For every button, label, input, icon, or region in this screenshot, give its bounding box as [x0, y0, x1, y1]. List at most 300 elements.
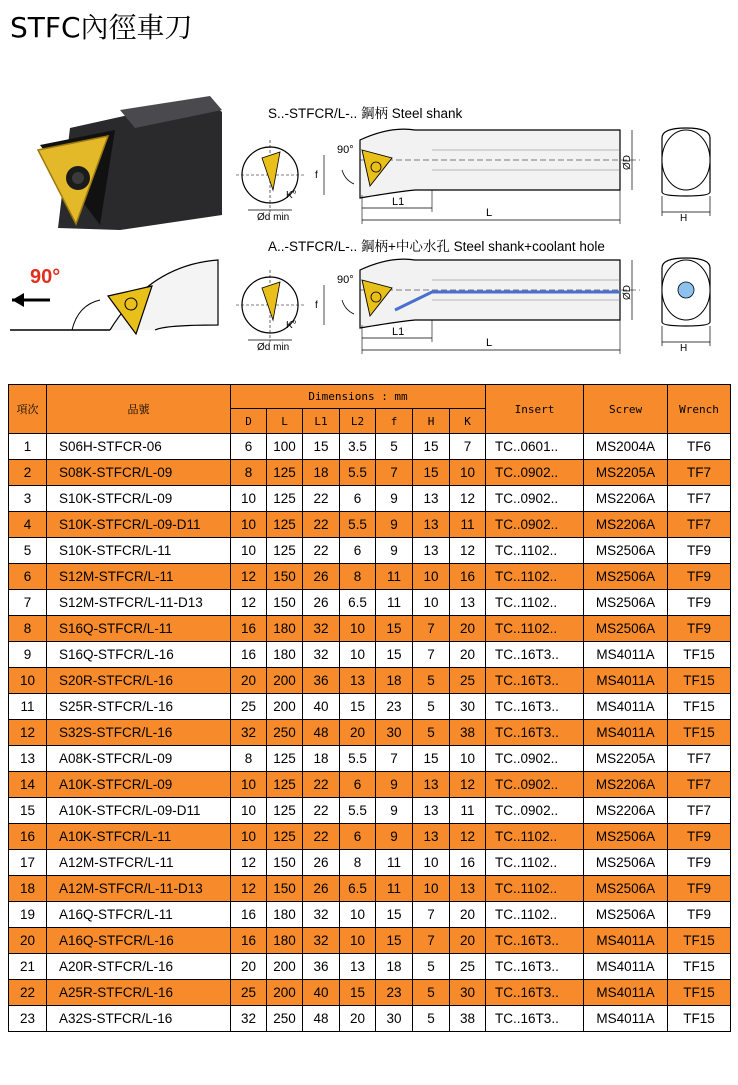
table-row [9, 902, 731, 928]
cell-item-number: 20 [9, 928, 47, 954]
cell-h-value: 13 [413, 798, 450, 824]
cell-h-value: 10 [413, 564, 450, 590]
table-row [9, 876, 731, 902]
l1-label-2: L1 [392, 326, 405, 338]
table-row [9, 954, 731, 980]
cell-l-value: 200 [267, 980, 303, 1006]
cell-f-value: 18 [376, 954, 413, 980]
cell-screw: MS2506A [584, 590, 668, 616]
cell-k-value: 12 [450, 538, 486, 564]
cell-model: S10K-STFCR/L-11 [47, 538, 231, 564]
cell-insert: TC..16T3.. [486, 668, 584, 694]
cell-f-value: 15 [376, 902, 413, 928]
cell-d-value: 10 [231, 824, 267, 850]
cell-model: A08K-STFCR/L-09 [47, 746, 231, 772]
header-d: D [231, 409, 267, 434]
cell-d-value: 16 [231, 616, 267, 642]
cell-f-value: 15 [376, 642, 413, 668]
cell-l2-value: 6 [340, 486, 376, 512]
header-l: L [267, 409, 303, 434]
cell-wrench: TF15 [668, 642, 731, 668]
cell-d-value: 10 [231, 486, 267, 512]
cell-k-value: 25 [450, 668, 486, 694]
cell-wrench: TF7 [668, 798, 731, 824]
header-insert: Insert [486, 385, 584, 434]
cell-l1-value: 15 [303, 434, 340, 460]
cell-l1-value: 26 [303, 876, 340, 902]
cell-l-value: 125 [267, 512, 303, 538]
table-row [9, 668, 731, 694]
f-label-1: f [315, 170, 318, 181]
cell-insert: TC..1102.. [486, 876, 584, 902]
table-row [9, 512, 731, 538]
cell-wrench: TF9 [668, 902, 731, 928]
cell-screw: MS2205A [584, 746, 668, 772]
cell-h-value: 13 [413, 512, 450, 538]
cell-h-value: 15 [413, 746, 450, 772]
cell-f-value: 30 [376, 720, 413, 746]
table-row [9, 460, 731, 486]
cell-d-value: 10 [231, 538, 267, 564]
cell-item-number: 5 [9, 538, 47, 564]
cell-item-number: 13 [9, 746, 47, 772]
cell-l1-value: 36 [303, 954, 340, 980]
cell-h-value: 10 [413, 590, 450, 616]
cell-model: A16Q-STFCR/L-16 [47, 928, 231, 954]
cell-d-value: 16 [231, 902, 267, 928]
l-label-2: L [486, 337, 493, 349]
cell-f-value: 11 [376, 564, 413, 590]
cell-f-value: 9 [376, 538, 413, 564]
cell-model: A32S-STFCR/L-16 [47, 1006, 231, 1032]
cell-f-value: 7 [376, 460, 413, 486]
cell-f-value: 5 [376, 434, 413, 460]
cell-h-value: 7 [413, 902, 450, 928]
cell-f-value: 11 [376, 876, 413, 902]
cell-item-number: 12 [9, 720, 47, 746]
tool-photo [0, 80, 225, 250]
cell-l1-value: 22 [303, 538, 340, 564]
approach-angle-sketch [10, 260, 218, 334]
cell-k-value: 12 [450, 824, 486, 850]
cell-h-value: 15 [413, 434, 450, 460]
table-row [9, 590, 731, 616]
cell-insert: TC..1102.. [486, 850, 584, 876]
cell-insert: TC..0601.. [486, 434, 584, 460]
cell-k-value: 16 [450, 850, 486, 876]
spec-table [8, 384, 731, 1032]
cell-l-value: 125 [267, 538, 303, 564]
cell-l-value: 200 [267, 954, 303, 980]
cell-item-number: 4 [9, 512, 47, 538]
cell-k-value: 13 [450, 590, 486, 616]
cell-f-value: 30 [376, 1006, 413, 1032]
steel-shank-caption: S..-STFCR/L-.. 鋼柄 Steel shank [268, 106, 463, 121]
cell-h-value: 5 [413, 980, 450, 1006]
cell-l2-value: 6.5 [340, 876, 376, 902]
cell-wrench: TF15 [668, 694, 731, 720]
cell-f-value: 9 [376, 798, 413, 824]
cell-k-value: 7 [450, 434, 486, 460]
cell-model: A25R-STFCR/L-16 [47, 980, 231, 1006]
cell-l1-value: 22 [303, 772, 340, 798]
cell-screw: MS2205A [584, 460, 668, 486]
cell-insert: TC..16T3.. [486, 928, 584, 954]
k-label-1: K° [286, 190, 297, 201]
cell-screw: MS2206A [584, 772, 668, 798]
cell-wrench: TF9 [668, 824, 731, 850]
cell-l2-value: 8 [340, 564, 376, 590]
dmin-label-1: Ød min [257, 212, 290, 223]
angle-label-1: 90° [337, 144, 354, 156]
angle-90-label: 90° [30, 266, 61, 288]
cell-d-value: 12 [231, 590, 267, 616]
cell-d-value: 10 [231, 798, 267, 824]
cell-screw: MS4011A [584, 642, 668, 668]
table-row [9, 720, 731, 746]
cell-item-number: 6 [9, 564, 47, 590]
cell-h-value: 5 [413, 1006, 450, 1032]
cell-screw: MS2206A [584, 798, 668, 824]
cell-d-value: 12 [231, 564, 267, 590]
cell-f-value: 23 [376, 980, 413, 1006]
cell-l2-value: 20 [340, 1006, 376, 1032]
cell-item-number: 21 [9, 954, 47, 980]
cell-l2-value: 5.5 [340, 512, 376, 538]
header-h: H [413, 409, 450, 434]
cell-insert: TC..1102.. [486, 590, 584, 616]
table-row [9, 564, 731, 590]
cell-model: A12M-STFCR/L-11 [47, 850, 231, 876]
cell-model: A10K-STFCR/L-09 [47, 772, 231, 798]
cell-insert: TC..16T3.. [486, 954, 584, 980]
cell-l-value: 150 [267, 876, 303, 902]
cell-item-number: 17 [9, 850, 47, 876]
cell-item-number: 15 [9, 798, 47, 824]
cell-d-value: 16 [231, 642, 267, 668]
cell-screw: MS2506A [584, 824, 668, 850]
cell-insert: TC..1102.. [486, 902, 584, 928]
cell-screw: MS2506A [584, 902, 668, 928]
cell-k-value: 12 [450, 486, 486, 512]
header-item: 項次 [9, 385, 47, 434]
header-screw: Screw [584, 385, 668, 434]
cell-model: S20R-STFCR/L-16 [47, 668, 231, 694]
d-label-1: ØD [622, 155, 633, 170]
cell-h-value: 7 [413, 928, 450, 954]
cell-insert: TC..0902.. [486, 772, 584, 798]
cell-wrench: TF15 [668, 928, 731, 954]
cell-l-value: 150 [267, 564, 303, 590]
table-body [9, 434, 731, 1032]
cell-l2-value: 8 [340, 850, 376, 876]
cell-k-value: 12 [450, 772, 486, 798]
cell-l1-value: 22 [303, 798, 340, 824]
cell-model: S10K-STFCR/L-09 [47, 486, 231, 512]
cell-f-value: 9 [376, 772, 413, 798]
cell-f-value: 9 [376, 824, 413, 850]
table-row [9, 1006, 731, 1032]
cell-screw: MS4011A [584, 954, 668, 980]
cell-k-value: 11 [450, 798, 486, 824]
cell-l2-value: 3.5 [340, 434, 376, 460]
cell-f-value: 7 [376, 746, 413, 772]
cell-l2-value: 10 [340, 616, 376, 642]
cell-insert: TC..0902.. [486, 486, 584, 512]
cell-item-number: 2 [9, 460, 47, 486]
cell-wrench: TF9 [668, 876, 731, 902]
cell-screw: MS2206A [584, 512, 668, 538]
table-row [9, 616, 731, 642]
cell-screw: MS4011A [584, 720, 668, 746]
cell-insert: TC..1102.. [486, 824, 584, 850]
dmin-label-2: Ød min [257, 342, 290, 353]
cell-model: S16Q-STFCR/L-11 [47, 616, 231, 642]
cell-l2-value: 20 [340, 720, 376, 746]
cell-l1-value: 22 [303, 512, 340, 538]
cell-f-value: 9 [376, 512, 413, 538]
cell-l2-value: 5.5 [340, 746, 376, 772]
cell-wrench: TF15 [668, 668, 731, 694]
table-row [9, 980, 731, 1006]
cell-l1-value: 26 [303, 850, 340, 876]
cell-l1-value: 26 [303, 590, 340, 616]
cell-screw: MS2506A [584, 538, 668, 564]
cell-h-value: 7 [413, 616, 450, 642]
cell-wrench: TF9 [668, 616, 731, 642]
cell-l-value: 180 [267, 616, 303, 642]
cell-wrench: TF15 [668, 954, 731, 980]
cell-d-value: 8 [231, 746, 267, 772]
cell-screw: MS2506A [584, 616, 668, 642]
cell-l1-value: 48 [303, 1006, 340, 1032]
cell-l2-value: 10 [340, 902, 376, 928]
cell-f-value: 23 [376, 694, 413, 720]
cell-screw: MS2004A [584, 434, 668, 460]
cell-d-value: 6 [231, 434, 267, 460]
cell-insert: TC..1102.. [486, 616, 584, 642]
coolant-shank-drawing [236, 238, 710, 354]
cell-l2-value: 5.5 [340, 798, 376, 824]
cell-insert: TC..16T3.. [486, 642, 584, 668]
cell-wrench: TF15 [668, 1006, 731, 1032]
cell-model: S06H-STFCR-06 [47, 434, 231, 460]
cell-wrench: TF7 [668, 486, 731, 512]
table-row [9, 642, 731, 668]
cell-l1-value: 22 [303, 486, 340, 512]
cell-wrench: TF9 [668, 538, 731, 564]
header-model: 品號 [47, 385, 231, 434]
cell-screw: MS2506A [584, 850, 668, 876]
f-label-2: f [315, 300, 318, 311]
cell-item-number: 7 [9, 590, 47, 616]
cell-model: A10K-STFCR/L-11 [47, 824, 231, 850]
cell-item-number: 11 [9, 694, 47, 720]
table-row [9, 824, 731, 850]
cell-k-value: 30 [450, 980, 486, 1006]
cell-l1-value: 36 [303, 668, 340, 694]
cell-screw: MS4011A [584, 1006, 668, 1032]
coolant-shank-caption: A..-STFCR/L-.. 鋼柄+中心水孔 Steel shank+coolant hole [268, 239, 605, 254]
cell-k-value: 38 [450, 720, 486, 746]
cell-h-value: 13 [413, 538, 450, 564]
cell-k-value: 20 [450, 928, 486, 954]
cell-l2-value: 10 [340, 928, 376, 954]
cell-screw: MS4011A [584, 668, 668, 694]
table-row [9, 694, 731, 720]
cell-d-value: 12 [231, 876, 267, 902]
header-dimensions: Dimensions : mm [231, 385, 486, 409]
cell-d-value: 20 [231, 954, 267, 980]
cell-model: S12M-STFCR/L-11 [47, 564, 231, 590]
cell-f-value: 15 [376, 616, 413, 642]
cell-f-value: 15 [376, 928, 413, 954]
header-wrench: Wrench [668, 385, 731, 434]
cell-l1-value: 18 [303, 460, 340, 486]
h-label-2: H [680, 343, 688, 354]
cell-k-value: 20 [450, 642, 486, 668]
page-title: STFC內徑車刀 [10, 11, 193, 44]
cell-wrench: TF15 [668, 980, 731, 1006]
d-label-2: ØD [622, 285, 633, 300]
cell-l-value: 150 [267, 590, 303, 616]
cell-insert: TC..0902.. [486, 746, 584, 772]
cell-l-value: 180 [267, 902, 303, 928]
cell-insert: TC..16T3.. [486, 720, 584, 746]
cell-model: A10K-STFCR/L-09-D11 [47, 798, 231, 824]
cell-l-value: 125 [267, 772, 303, 798]
cell-f-value: 18 [376, 668, 413, 694]
cell-d-value: 10 [231, 512, 267, 538]
cell-wrench: TF7 [668, 746, 731, 772]
cell-k-value: 20 [450, 902, 486, 928]
cell-d-value: 12 [231, 850, 267, 876]
cell-l1-value: 40 [303, 980, 340, 1006]
cell-l2-value: 15 [340, 694, 376, 720]
cell-l-value: 150 [267, 850, 303, 876]
cell-l1-value: 40 [303, 694, 340, 720]
cell-wrench: TF7 [668, 512, 731, 538]
header-k: K [450, 409, 486, 434]
cell-h-value: 13 [413, 824, 450, 850]
cell-item-number: 8 [9, 616, 47, 642]
cell-l2-value: 6 [340, 772, 376, 798]
cell-l-value: 125 [267, 746, 303, 772]
cell-item-number: 19 [9, 902, 47, 928]
cell-screw: MS2206A [584, 486, 668, 512]
table-row [9, 928, 731, 954]
cell-item-number: 23 [9, 1006, 47, 1032]
cell-model: S16Q-STFCR/L-16 [47, 642, 231, 668]
cell-l1-value: 18 [303, 746, 340, 772]
cell-item-number: 14 [9, 772, 47, 798]
cell-h-value: 10 [413, 850, 450, 876]
cell-insert: TC..16T3.. [486, 1006, 584, 1032]
cell-l1-value: 22 [303, 824, 340, 850]
l-label-1: L [486, 207, 493, 219]
cell-l-value: 180 [267, 642, 303, 668]
cell-screw: MS4011A [584, 694, 668, 720]
table-row [9, 434, 731, 460]
cell-l1-value: 26 [303, 564, 340, 590]
cell-screw: MS4011A [584, 928, 668, 954]
tool-figures [0, 80, 738, 370]
cell-d-value: 8 [231, 460, 267, 486]
cell-insert: TC..16T3.. [486, 694, 584, 720]
cell-d-value: 25 [231, 980, 267, 1006]
cell-wrench: TF7 [668, 772, 731, 798]
cell-insert: TC..1102.. [486, 538, 584, 564]
l1-label-1: L1 [392, 196, 405, 208]
cell-l2-value: 6.5 [340, 590, 376, 616]
cell-h-value: 5 [413, 720, 450, 746]
cell-l-value: 125 [267, 486, 303, 512]
cell-item-number: 3 [9, 486, 47, 512]
cell-model: S25R-STFCR/L-16 [47, 694, 231, 720]
cell-k-value: 16 [450, 564, 486, 590]
cell-k-value: 11 [450, 512, 486, 538]
cell-h-value: 13 [413, 486, 450, 512]
cell-item-number: 9 [9, 642, 47, 668]
table-row [9, 850, 731, 876]
cell-l-value: 125 [267, 460, 303, 486]
cell-model: A12M-STFCR/L-11-D13 [47, 876, 231, 902]
cell-h-value: 5 [413, 694, 450, 720]
cell-d-value: 32 [231, 1006, 267, 1032]
table-row [9, 486, 731, 512]
cell-l1-value: 48 [303, 720, 340, 746]
cell-h-value: 13 [413, 772, 450, 798]
cell-l2-value: 6 [340, 824, 376, 850]
cell-screw: MS2506A [584, 876, 668, 902]
cell-k-value: 20 [450, 616, 486, 642]
cell-h-value: 5 [413, 954, 450, 980]
cell-k-value: 38 [450, 1006, 486, 1032]
header-f: f [376, 409, 413, 434]
cell-screw: MS2506A [584, 564, 668, 590]
cell-model: A16Q-STFCR/L-11 [47, 902, 231, 928]
cell-d-value: 16 [231, 928, 267, 954]
cell-wrench: TF6 [668, 434, 731, 460]
cell-l1-value: 32 [303, 616, 340, 642]
cell-l2-value: 5.5 [340, 460, 376, 486]
cell-f-value: 11 [376, 850, 413, 876]
cell-model: S10K-STFCR/L-09-D11 [47, 512, 231, 538]
cell-l-value: 180 [267, 928, 303, 954]
cell-item-number: 16 [9, 824, 47, 850]
cell-l-value: 100 [267, 434, 303, 460]
table-row [9, 746, 731, 772]
cell-screw: MS4011A [584, 980, 668, 1006]
cell-l-value: 125 [267, 798, 303, 824]
cell-l1-value: 32 [303, 928, 340, 954]
cell-d-value: 10 [231, 772, 267, 798]
cell-h-value: 5 [413, 668, 450, 694]
cell-item-number: 18 [9, 876, 47, 902]
cell-wrench: TF9 [668, 590, 731, 616]
cell-item-number: 1 [9, 434, 47, 460]
cell-model: S08K-STFCR/L-09 [47, 460, 231, 486]
cell-wrench: TF9 [668, 850, 731, 876]
cell-model: A20R-STFCR/L-16 [47, 954, 231, 980]
cell-l2-value: 13 [340, 954, 376, 980]
cell-insert: TC..0902.. [486, 512, 584, 538]
cell-l-value: 125 [267, 824, 303, 850]
cell-wrench: TF15 [668, 720, 731, 746]
cell-k-value: 25 [450, 954, 486, 980]
cell-d-value: 20 [231, 668, 267, 694]
cell-insert: TC..0902.. [486, 460, 584, 486]
